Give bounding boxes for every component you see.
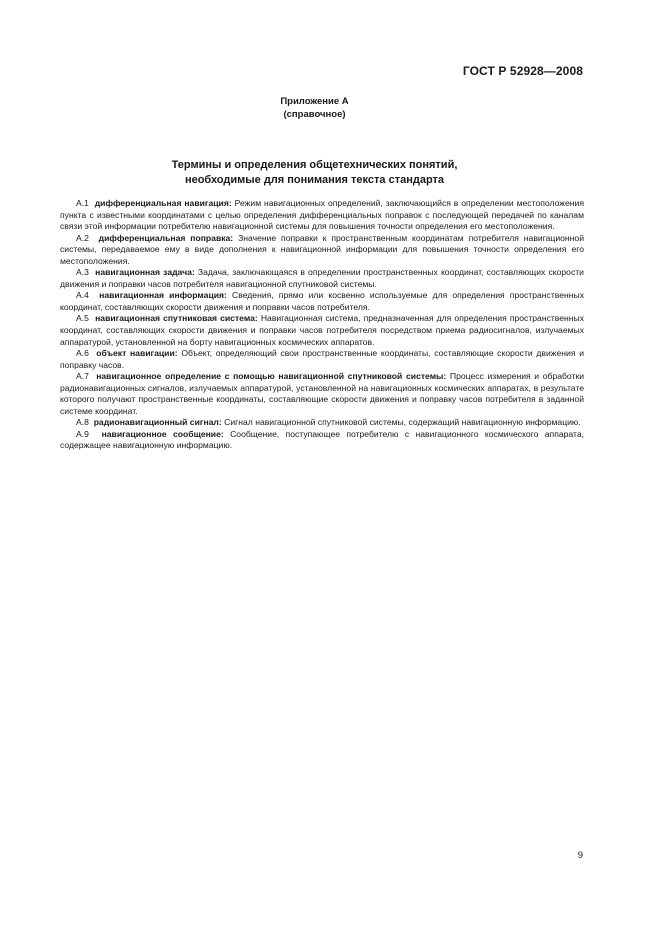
entry-text: Значение поправки к пространственным координатам потребителя навигационной системы, передаваемое ему в виде дополнения к навигационной информации для повышения точности определения его местоположения.	[60, 232, 585, 266]
definition-entry	[60, 371, 584, 417]
entry-text: Задача, заключающаяся в определении пространственных координат, составляющих скорости движения и поправки часов потребителя навигационной спутниковой системы.	[60, 267, 584, 289]
entry-term: объект навигации:	[96, 348, 178, 359]
entry-text: Процесс измерения и обработки радионавигационных сигналов, излучаемых аппаратурой, установленной на навигационных космических аппаратах, в результате которого получают пространственные координаты, составляющие скорости движения и поправку часов потребителя в заданной системе координат.	[60, 371, 585, 416]
entry-term: дифференциальная навигация:	[94, 198, 232, 208]
document-code: ГОСТ Р 52928—2008	[462, 64, 583, 78]
entry-number: А.5	[76, 313, 89, 324]
section-title-line-2: необходимые для понимания текста стандарта	[184, 173, 445, 186]
entry-term: навигационная задача:	[95, 267, 195, 278]
entry-number: А.6	[76, 348, 89, 359]
definition-entry	[60, 267, 584, 290]
entry-term: радионавигационный сигнал:	[93, 417, 222, 428]
definition-entry	[60, 290, 584, 313]
entry-number: А.3	[76, 267, 89, 278]
definition-entry	[60, 313, 584, 348]
entry-number: А.2	[76, 232, 89, 243]
entry-term: дифференциальная поправка:	[98, 232, 234, 243]
appendix-kind: (справочное)	[283, 109, 346, 120]
entry-text: Сведения, прямо или косвенно используемые для определения пространственных координат, составляющих скорости движения и поправки часов потребителя.	[60, 290, 584, 312]
section-title-line-1: Термины и определения общетехнических понятий,	[171, 159, 458, 171]
definition-entry	[60, 198, 584, 233]
entry-term: навигационное определение с помощью навигационной спутниковой системы:	[96, 371, 447, 382]
section-title	[0, 158, 629, 187]
entry-text: Режим навигационных определений, заключающийся в определении местоположения пункта с известными координатами с целью определения дифференциальных поправок с последующей передачей по каналам связи этой информации потребителю навигационной системы для повышения точности определения его местоположения.	[60, 198, 584, 232]
entry-term: навигационная спутниковая система:	[95, 313, 258, 324]
appendix-label: Приложение А	[280, 96, 349, 107]
entry-text: Навигационная система, предназначенная для определения пространственных координат, составляющих скорости движения и поправки часов потребителя посредством приема радиосигналов, излучаемых аппаратурой, установленной на борту навигационных космических аппаратов.	[60, 313, 585, 347]
entry-number: А.7	[76, 371, 89, 382]
definition-entry	[60, 429, 584, 452]
entry-number: А.8	[76, 417, 89, 428]
entry-number: А.9	[76, 428, 89, 439]
entry-term: навигационная информация:	[99, 290, 227, 301]
definition-entry	[60, 348, 584, 371]
entry-number: А.1	[76, 198, 89, 208]
entry-number: А.4	[76, 290, 89, 301]
page-number: 9	[577, 850, 583, 861]
entry-term: навигационное сообщение:	[101, 428, 224, 439]
definitions-list	[60, 198, 584, 452]
definition-entry	[60, 233, 584, 268]
appendix-heading	[0, 95, 629, 121]
entry-text: Сообщение, поступающее потребителю с навигационного космического аппарата, содержащее навигационную информацию.	[60, 428, 585, 451]
entry-text: Сигнал навигационной спутниковой системы, содержащий навигационную информацию.	[224, 417, 581, 428]
entry-text: Объект, определяющий свои пространственные координаты, составляющие скорости движения и поправку часов.	[60, 348, 584, 370]
definition-entry	[60, 417, 584, 429]
